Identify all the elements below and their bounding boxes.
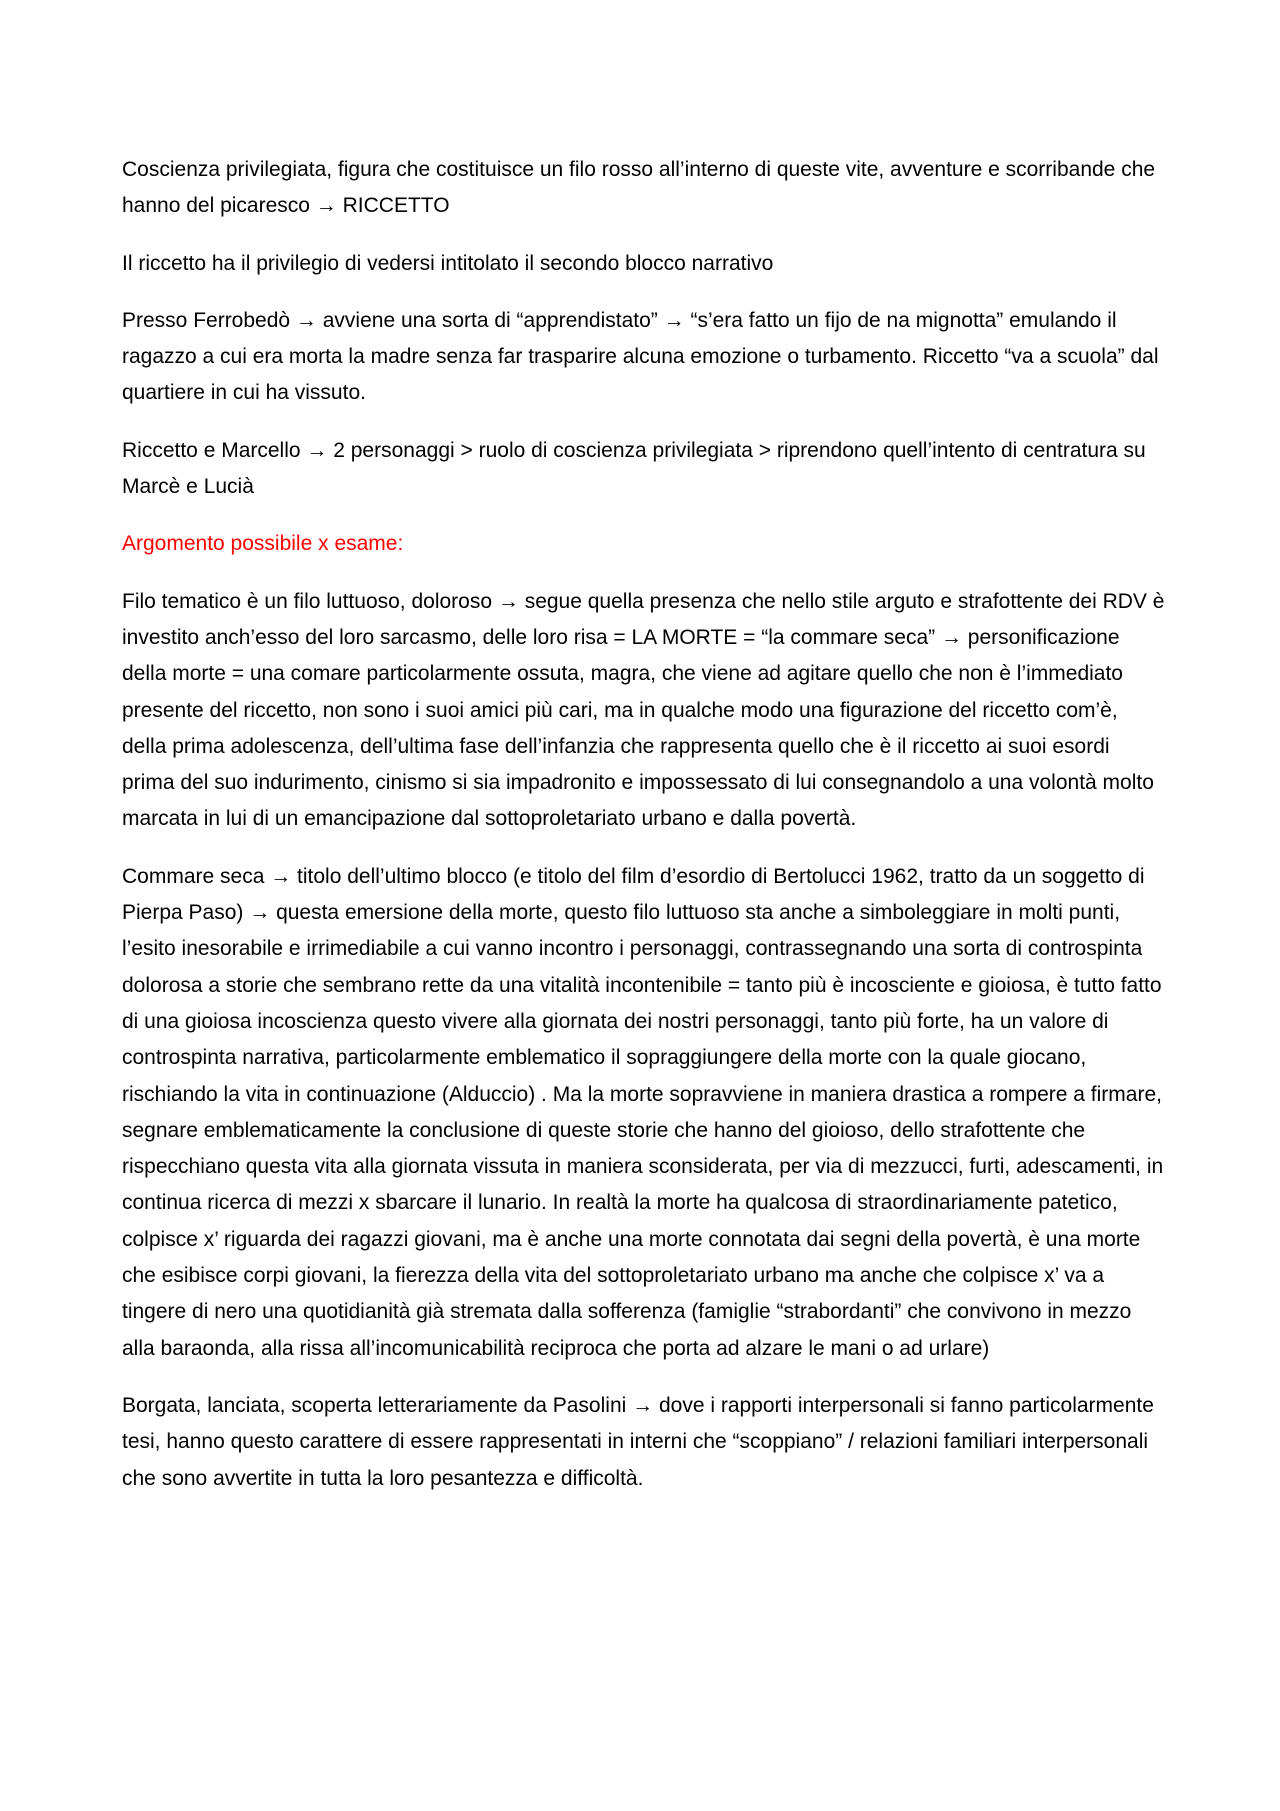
paragraph-filo-tematico: Filo tematico è un filo luttuoso, doloroso → segue quella presenza che nello stile arguto e strafottente dei RDV è investito anch’esso del loro sarcasmo, delle loro risa = LA MORTE = “la commare seca” → personificazione della morte = una comare particolarmente ossuta, magra, che viene ad agitare quello che non è l’immediato presente del riccetto, non sono i suoi amici più cari, ma in qualche modo una figurazione del riccetto com’è, della prima adolescenza, dell’ultima fase dell’infanzia che rappresenta quello che è il riccetto ai suoi esordi prima del suo indurimento, cinismo si sia impadronito e impossessato di lui consegnandolo a una volontà molto marcata in lui di un emancipazione dal sottoproletariato urbano e dalla povertà. [122, 589, 1165, 831]
paragraph-borgata: Borgata, lanciata, scoperta letterariamente da Pasolini → dove i rapporti interpersonali si fanno particolarmente tesi, hanno questo carattere di essere rappresentati in interni che “scoppiano” / relazioni familiari interpersonali che sono avvertite in tutta la loro pesantezza e difficoltà. [122, 1393, 1154, 1490]
document-body [122, 152, 1167, 1518]
paragraph-commare-seca: Commare seca → titolo dell’ultimo blocco (e titolo del film d’esordio di Bertolucci 1962, tratto da un soggetto di Pierpa Paso) → questa emersione della morte, questo filo luttuoso sta anche a simboleggiare in molti punti, l’esito inesorabile e irrimediabile a cui vanno incontro i personaggi, contrassegnando una sorta di controspinta dolorosa a storie che sembrano rette da una vitalità incontenibile = tanto più è incosciente e gioiosa, è tutto fatto di una gioiosa incoscienza questo vivere alla giornata dei nostri personaggi, tanto più forte, ha un valore di controspinta narrativa, particolarmente emblematico il sopraggiungere della morte con la quale giocano, rischiando la vita in continuazione (Alduccio) . Ma la morte sopravviene in maniera drastica a rompere a firmare, segnare emblematicamente la conclusione di queste storie che hanno del gioioso, dello strafottente che rispecchiano questa vita alla giornata vissuta in maniera sconsiderata, per via di mezzucci, furti, adescamenti, in continua ricerca di mezzi x sbarcare il lunario. In realtà la morte ha qualcosa di straordinariamente patetico, colpisce x’ riguarda dei ragazzi giovani, ma è anche una morte connotata dai segni della povertà, è una morte che esibisce corpi giovani, la fierezza della vita del sottoproletariato urbano ma anche che colpisce x’ va a tingere di nero una quotidianità già stremata dalla sofferenza (famiglie “strabordanti” che convivono in mezzo alla baraonda, alla rissa all’incomunicabilità reciproca che porta ad alzare le mani o ad urlare) [122, 864, 1164, 1360]
paragraph-riccetto-marcello: Riccetto e Marcello → 2 personaggi > ruolo di coscienza privilegiata > riprendono quell’intento di centratura su Marcè e Lucià [122, 438, 1146, 499]
paragraph-exam-topic: Argomento possibile x esame: [122, 532, 404, 556]
paragraph-ferrobedo: Presso Ferrobedò → avviene una sorta di “apprendistato” → “s’era fatto un fijo de na mignotta” emulando il ragazzo a cui era morta la madre senza far trasparire alcuna emozione o turbamento. Riccetto “va a scuola” dal quartiere in cui ha vissuto. [122, 308, 1159, 405]
paragraph-riccetto-privilegio: Il riccetto ha il privilegio di vedersi intitolato il secondo blocco narrativo [122, 251, 774, 275]
paragraph-riccetto-intro: Coscienza privilegiata, figura che costituisce un filo rosso all’interno di queste vite, avventure e scorribande che hanno del picaresco → RICCETTO [122, 158, 1156, 218]
